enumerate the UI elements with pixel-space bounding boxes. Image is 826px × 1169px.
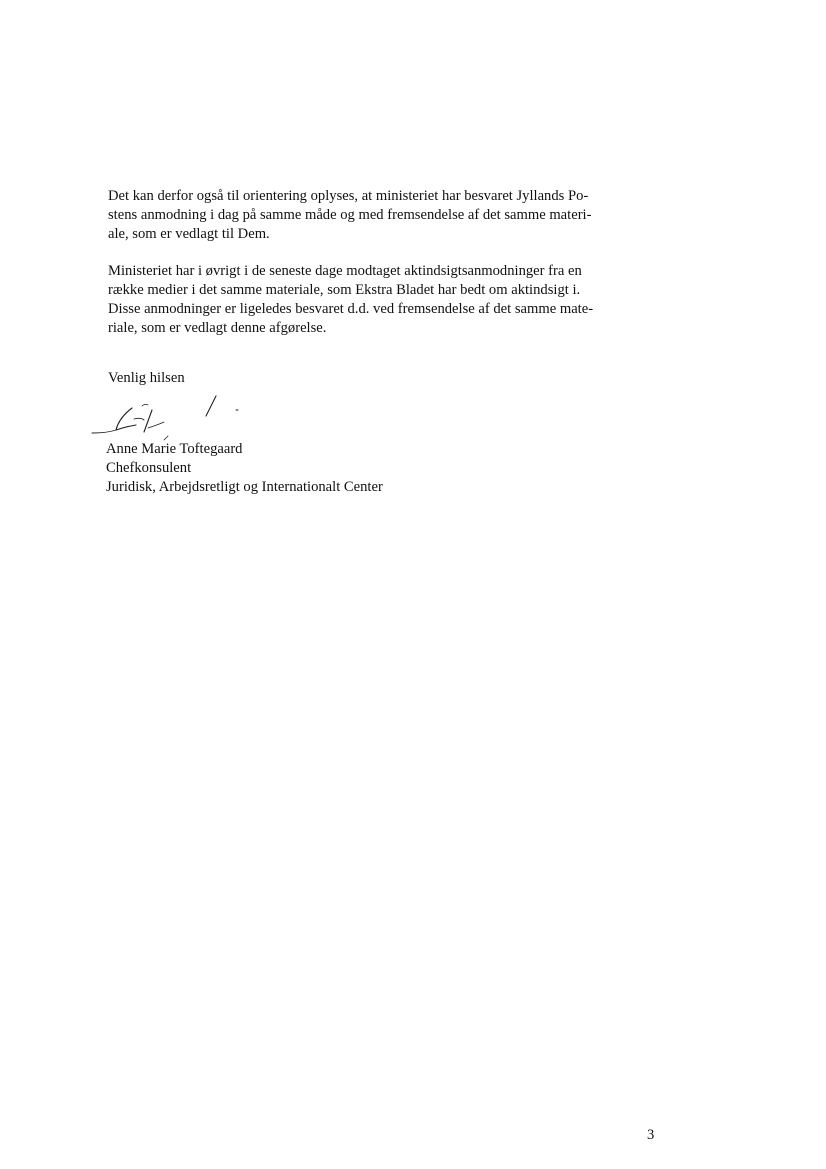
body-paragraph-2 [108, 262, 628, 338]
paragraph-line: række medier i det samme materiale, som Ekstra Bladet har bedt om aktindsigt i. [108, 282, 581, 298]
paragraph-line: ale, som er vedlagt til Dem. [108, 226, 270, 242]
paragraph-line: Ministeriet har i øvrigt i de seneste dage modtaget aktindsigtsanmodninger fra en [108, 263, 582, 279]
paragraph-line: Disse anmodninger er ligeledes besvaret d.d. ved fremsendelse af det samme mate- [108, 301, 594, 317]
body-paragraph-1 [108, 187, 628, 244]
page-number: 3 [647, 1127, 655, 1143]
paragraph-line: stens anmodning i dag på samme måde og med fremsendelse af det samme materi- [108, 207, 592, 223]
signatory-name: Anne Marie Toftegaard [106, 441, 243, 457]
handwritten-signature [86, 388, 256, 448]
signature-block [106, 440, 383, 497]
signatory-department: Juridisk, Arbejdsretligt og Internationalt Center [106, 479, 383, 495]
closing-salutation: Venlig hilsen [108, 370, 185, 386]
paragraph-line: Det kan derfor også til orientering oplyses, at ministeriet har besvaret Jyllands Po- [108, 188, 589, 204]
paragraph-line: riale, som er vedlagt denne afgørelse. [108, 320, 327, 336]
signatory-title: Chefkonsulent [106, 460, 192, 476]
